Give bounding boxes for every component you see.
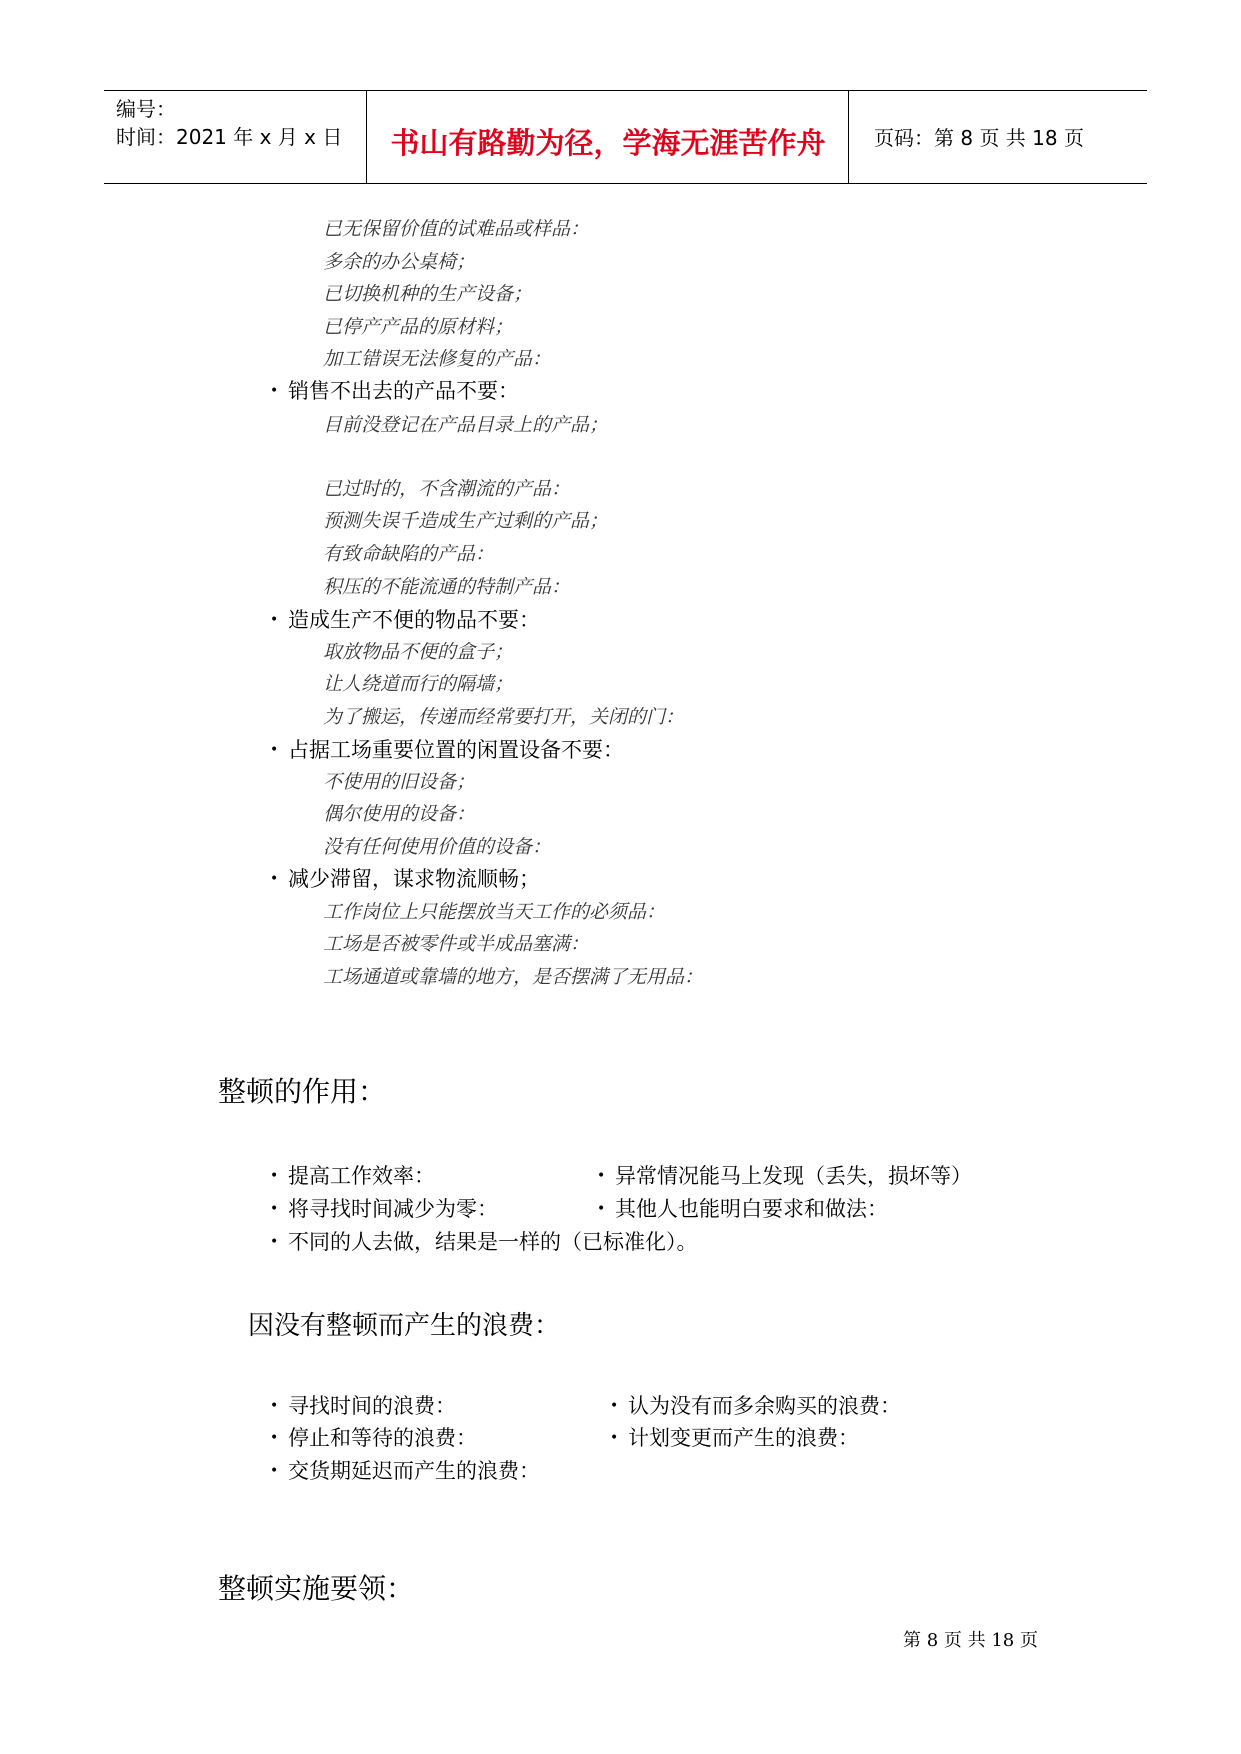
- bullet-heading: • 销售不出去的产品不要：: [270, 379, 519, 403]
- list-item: 已停产产品的原材料；: [323, 316, 514, 338]
- bullet-text: 减少滞留，谋求物流顺畅；: [288, 867, 540, 891]
- list-item: 为了搬运，传递而经常要打开，关闭的门：: [323, 706, 685, 728]
- list-item: 工场是否被零件或半成品塞满：: [323, 933, 590, 955]
- document-time-label: 时间：2021 年 x 月 x 日: [116, 125, 343, 149]
- section-heading: 整顿实施要领：: [218, 1572, 415, 1605]
- bullet-text: 造成生产不便的物品不要：: [288, 608, 540, 632]
- list-item: 有致命缺陷的产品：: [323, 543, 495, 565]
- footer-page-number: 第 8 页 共 18 页: [903, 1630, 1038, 1651]
- bullet-text: 异常情况能马上发现（丢失，损坏等）: [615, 1164, 972, 1188]
- bullet-text: 其他人也能明白要求和做法：: [615, 1197, 888, 1221]
- list-item: 偶尔使用的设备：: [323, 803, 476, 825]
- header-motto-cell: [368, 91, 849, 183]
- page-header: [104, 90, 1147, 184]
- list-item: 已无保留价值的试难品或样品：: [323, 218, 590, 240]
- list-item: 已切换机种的生产设备；: [323, 283, 533, 305]
- section-heading: 整顿的作用：: [218, 1075, 387, 1108]
- list-item: 多余的办公桌椅；: [323, 251, 476, 273]
- bullet-text: 不同的人去做，结果是一样的（已标准化）。: [288, 1230, 698, 1254]
- bullet-item: • 提高工作效率：: [270, 1164, 435, 1188]
- list-item: 已过时的，不含潮流的产品：: [323, 478, 571, 500]
- bullet-item: • 停止和等待的浪费：: [270, 1426, 477, 1450]
- list-item: 加工错误无法修复的产品：: [323, 348, 552, 370]
- section-heading: 因没有整顿而产生的浪费：: [248, 1311, 561, 1341]
- list-item: 不使用的旧设备；: [323, 771, 476, 793]
- bullet-item: • 寻找时间的浪费：: [270, 1394, 456, 1418]
- bullet-text: 认为没有而多余购买的浪费：: [628, 1394, 901, 1418]
- list-item: 没有任何使用价值的设备：: [323, 836, 552, 858]
- list-item: 取放物品不便的盒子；: [323, 641, 514, 663]
- header-page-cell: [850, 91, 1147, 183]
- list-item: 预测失误千造成生产过剩的产品；: [323, 510, 609, 532]
- document-number-label: 编号：: [116, 97, 176, 121]
- list-item: 工场通道或靠墙的地方，是否摆满了无用品：: [323, 966, 704, 988]
- header-motto: 书山有路勤为径，学海无涯苦作舟: [390, 126, 826, 160]
- header-info-cell: [104, 91, 367, 183]
- bullet-text: 销售不出去的产品不要：: [288, 379, 519, 403]
- bullet-text: 计划变更而产生的浪费：: [628, 1426, 859, 1450]
- bullet-text: 提高工作效率：: [288, 1164, 435, 1188]
- bullet-item: • 计划变更而产生的浪费：: [610, 1426, 859, 1450]
- bullet-text: 停止和等待的浪费：: [288, 1426, 477, 1450]
- list-item: 目前没登记在产品目录上的产品；: [323, 414, 609, 436]
- bullet-text: 寻找时间的浪费：: [288, 1394, 456, 1418]
- bullet-text: 将寻找时间减少为零：: [288, 1197, 498, 1221]
- bullet-text: 交货期延迟而产生的浪费：: [288, 1459, 540, 1483]
- bullet-item: • 将寻找时间减少为零：: [270, 1197, 498, 1221]
- bullet-item: • 其他人也能明白要求和做法：: [597, 1197, 888, 1221]
- bullet-text: 占据工场重要位置的闲置设备不要：: [288, 738, 624, 762]
- bullet-item: • 不同的人去做，结果是一样的（已标准化）。: [270, 1230, 698, 1254]
- bullet-item: • 异常情况能马上发现（丢失，损坏等）: [597, 1164, 972, 1188]
- list-item: 工作岗位上只能摆放当天工作的必须品：: [323, 901, 666, 923]
- bullet-heading: • 造成生产不便的物品不要：: [270, 608, 540, 632]
- bullet-item: • 交货期延迟而产生的浪费：: [270, 1459, 540, 1483]
- bullet-heading: • 占据工场重要位置的闲置设备不要：: [270, 738, 624, 762]
- list-item: 让人绕道而行的隔墙；: [323, 673, 514, 695]
- bullet-heading: • 减少滞留，谋求物流顺畅；: [270, 867, 540, 891]
- list-item: 积压的不能流通的特制产品：: [323, 576, 571, 598]
- bullet-item: • 认为没有而多余购买的浪费：: [610, 1394, 901, 1418]
- header-page-number: 页码：第 8 页 共 18 页: [874, 126, 1084, 150]
